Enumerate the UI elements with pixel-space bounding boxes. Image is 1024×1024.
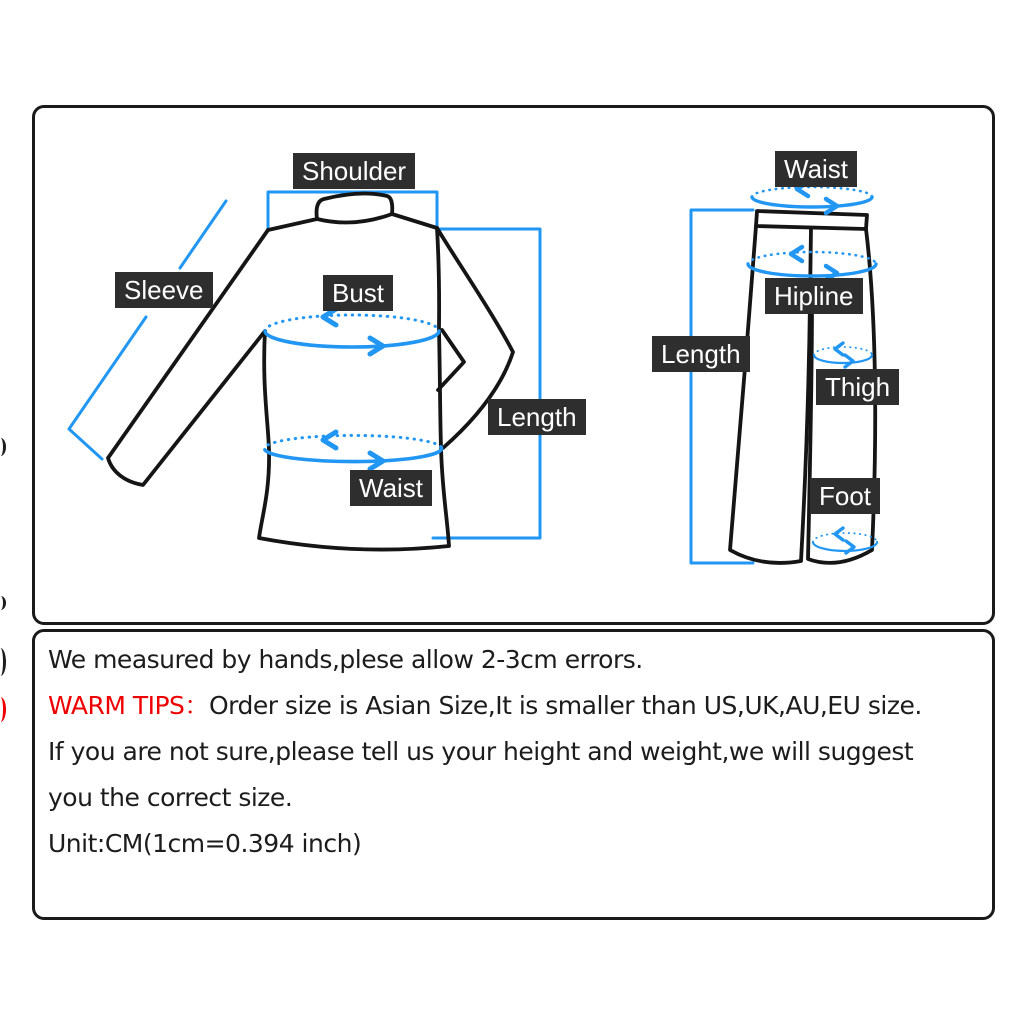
shirt-length-line — [433, 229, 540, 538]
hipline-arrow-left-icon — [791, 247, 802, 261]
label-pants-hipline: Hipline — [765, 278, 863, 314]
note-line-1: We measured by hands,plese allow 2-3cm errors. — [48, 645, 643, 674]
pants-waist-arc-dotted — [752, 187, 872, 197]
collar-top — [317, 194, 393, 219]
label-shirt-bust: Bust — [323, 275, 393, 311]
thigh-arrow-left-icon — [835, 343, 843, 355]
warm-tips-label: WARM TIPS： — [48, 691, 209, 720]
shirt-waist-arrow-left-icon — [323, 432, 336, 448]
bust-arc-dotted — [265, 315, 439, 331]
label-pants-waist: Waist — [775, 151, 857, 187]
shirt-waist-arc-dotted — [264, 435, 441, 450]
right-sleeve-fold — [438, 330, 464, 390]
warm-tips-text: Order size is Asian Size,It is smaller than US,UK,AU,EU size. — [208, 691, 922, 720]
note-line-4: you the correct size. — [48, 783, 293, 812]
foot-arc-solid — [813, 542, 877, 551]
shirt-waist-arc-solid — [265, 447, 442, 462]
sleeve-line-lower — [69, 317, 146, 459]
label-shirt-length: Length — [488, 399, 586, 435]
thigh-arrow-right-icon — [845, 355, 853, 367]
left-shoulder-slope — [268, 219, 317, 230]
label-pants-length: Length — [652, 336, 750, 372]
note-line-5: Unit:CM(1cm=0.394 inch) — [48, 829, 362, 858]
sleeve-line-upper — [180, 201, 226, 268]
pants-waist-arc-solid — [752, 197, 872, 207]
label-pants-foot: Foot — [810, 478, 880, 514]
note-line-2 — [48, 691, 978, 720]
label-shirt-shoulder: Shoulder — [293, 153, 415, 189]
right-shoulder-slope — [392, 214, 437, 228]
left-sleeve — [108, 230, 268, 485]
notes-text-block — [48, 645, 978, 875]
note-line-3: If you are not sure,please tell us your height and weight,we will suggest — [48, 737, 914, 766]
label-shirt-waist: Waist — [350, 470, 432, 506]
bust-arc-solid — [265, 331, 439, 347]
foot-arrow-left-icon — [835, 528, 843, 540]
bust-arrow-left-icon — [323, 309, 336, 325]
label-pants-thigh: Thigh — [816, 369, 899, 405]
label-shirt-sleeve: Sleeve — [115, 272, 213, 308]
shirt-outline — [108, 194, 513, 550]
collar-bottom — [317, 214, 392, 223]
